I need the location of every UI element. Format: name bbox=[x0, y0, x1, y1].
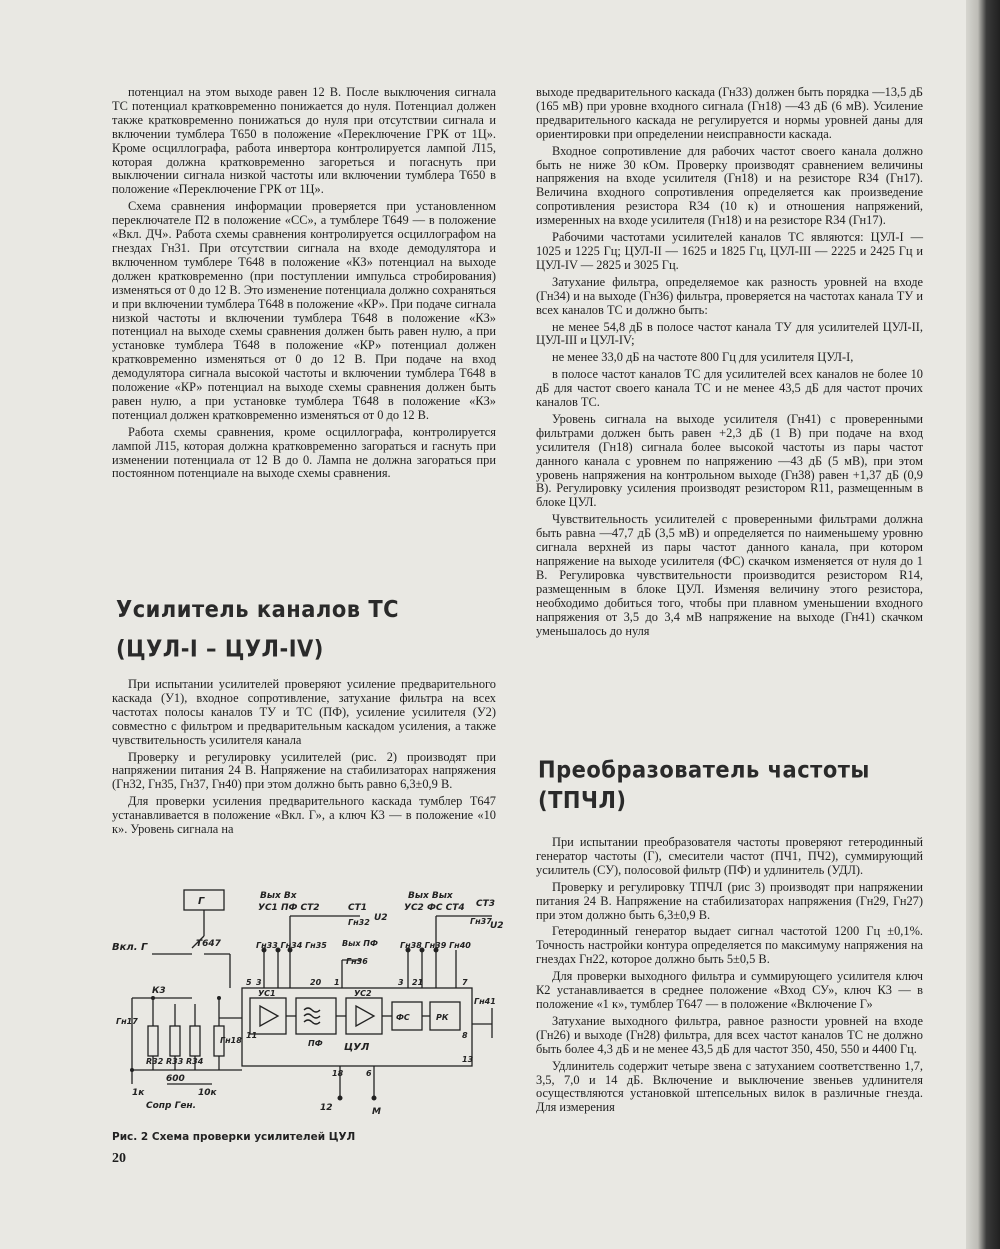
pin-label: 18 bbox=[332, 1069, 344, 1078]
pin-label: 7 bbox=[462, 978, 468, 987]
us2-block bbox=[346, 998, 382, 1034]
r34-label: R34 bbox=[186, 1057, 204, 1066]
section-title-converter: Преобразователь частоты (ТПЧЛ) bbox=[538, 756, 870, 814]
pin-label: 13 bbox=[462, 1055, 474, 1064]
paragraph: Работа схемы сравнения, кроме осциллографа, контролируется лампой Л15, которая должна кратковременно загораться и гаснуть при изменении потенциала от 12 В до 0. Лампа не должна загораться при постоянном потенциале на выходе схемы сравнения. bbox=[112, 424, 496, 481]
pin-label: 5 bbox=[246, 978, 252, 987]
paragraph: потенциал на этом выходе равен 12 В. После выключения сигнала ТС потенциал кратковременно понижается до нуля. Потенциал должен также кратковременно понижаться до нуля при отсутствии сигнала и включении тумблера Т650 в положение «Переключение ГРК от 1Ц». Кроме осциллографа, работа инвертора контролируется лампой Л15, которая должна кратковременно загореться и погаснуть при выключении сигнала низкой частоты или включении тумблера Т650 в положение «Переключение ГРК от 1Ц». bbox=[112, 85, 496, 197]
paragraph: Затухание выходного фильтра, равное разности уровней на входе (Гн26) и выходе (Гн28) фильтра, для всех частот каналов ТС не должно быть более 4,3 дБ и не менее 43,5 дБ для частот 350, 450, 550 и 4400 Гц. bbox=[536, 1013, 923, 1056]
pin-label: 11 bbox=[246, 1031, 258, 1040]
paragraph: Проверку и регулировку ТПЧЛ (рис 3) производят при напряжении питания 24 В. Напряжение на стабилизаторах напряжения (Гн29, Гн27) при этом должно быть 6,3±0,9 В. bbox=[536, 879, 923, 922]
pin-label: 3 bbox=[256, 978, 262, 987]
paragraph: в полосе частот каналов ТС для усилителей всех каналов не более 10 дБ для частот своего канала ТС и не менее 43,5 дБ для частот прочих каналов ТС. bbox=[536, 367, 923, 410]
tsul-label: ЦУЛ bbox=[344, 1042, 370, 1053]
st1-label: СТ1 bbox=[348, 903, 368, 913]
paragraph: Проверку и регулировку усилителей (рис. 2) производят при напряжении питания 24 В. Напряжение на стабилизаторах напряжения (Гн32, Гн35, Гн37, Гн40) при этом должно быть равно 6,3±0,9 В. bbox=[112, 749, 496, 792]
pin-label: 21 bbox=[412, 978, 424, 987]
right-column-lower bbox=[536, 836, 923, 1115]
generator-label: Г bbox=[198, 896, 205, 907]
jacks-label: Гн33 Гн34 Гн35 bbox=[256, 941, 327, 950]
paragraph: выходе предварительного каскада (Гн33) должен быть порядка —13,5 дБ (165 мВ) при уровне входного сигнала (Гн18) —43 дБ (6 мВ). Усиление предварительного каскада не регулируется и нормы уровней даны для ориентировки при определении неисправности каскада. bbox=[536, 85, 923, 141]
pin-label: 1 bbox=[334, 978, 340, 987]
pf-block bbox=[296, 998, 336, 1034]
r33-label: R33 bbox=[166, 1057, 184, 1066]
page-number: 20 bbox=[112, 1151, 126, 1166]
pin-label: 20 bbox=[310, 978, 322, 987]
paragraph: не менее 33,0 дБ на частоте 800 Гц для усилителя ЦУЛ-I, bbox=[552, 350, 854, 365]
scale-10k-label: 10к bbox=[198, 1088, 217, 1098]
t647-label: Т647 bbox=[196, 939, 221, 949]
paragraph: Для проверки усиления предварительного каскада тумблер Т647 устанавливается в положение «Вкл. Г», а ключ К3 — в положение «10 к». Уровень сигнала на bbox=[112, 794, 496, 837]
r32-label: R32 bbox=[146, 1057, 164, 1066]
figure-caption: Рис. 2 Схема проверки усилителей ЦУЛ bbox=[112, 1131, 356, 1143]
pin-label: 3 bbox=[398, 978, 404, 987]
k3-label: К3 bbox=[152, 986, 166, 996]
left-column bbox=[112, 86, 496, 481]
paragraph: Чувствительность усилителей с проверенными фильтрами должна быть равна —47,7 дБ (3,5 мВ) и определяется по наименьшему уровню сигнала верхней из пары частот данного канала, при котором напряжение на выходе усилителя (ФС) скачком изменяется от нуля до 1 В. Регулировка чувствительности производится резистором R14, размещенным в блоке ЦУЛ. Изменяя величину этого резистора, необходимо добиться того, чтобы при плавном уменьшении входного напряжения от 3,5 до 3,4 мВ напряжение на выходе (Гн41) скачком уменьшалось до нуля bbox=[536, 512, 923, 638]
paragraph: Затухание фильтра, определяемое как разность уровней на входе (Гн34) и на выходе (Гн36) фильтра, проверяется на частотах канала ТУ и всех каналов ТС и должно быть: bbox=[536, 274, 923, 317]
section-title-amplifier bbox=[116, 594, 456, 664]
top-labels: УС2 ФС СТ4 bbox=[404, 903, 465, 913]
rk-label: РК bbox=[436, 1013, 449, 1022]
m-label: М bbox=[372, 1107, 381, 1117]
us1-label: УС1 bbox=[258, 989, 276, 998]
st3-label: СТ3 bbox=[476, 899, 496, 909]
left-column-lower bbox=[112, 678, 496, 837]
paragraph: Гетеродинный генератор выдает сигнал частотой 1200 Гц ±0,1%. Точность настройки контура определяется по максимуму напряжения на гнездах Гн22, которое должно быть 5±0,5 В. bbox=[536, 924, 923, 967]
top-labels: Вых Вх bbox=[260, 891, 297, 901]
sopr-gen-label: Сопр Ген. bbox=[146, 1101, 197, 1111]
pf-label: ПФ bbox=[308, 1039, 323, 1048]
paragraph: Входное сопротивление для рабочих частот своего канала должно быть не ниже 30 кОм. Проверку производят сравнением величины напряжения на входе усилителя (Гн18) и на резисторе R34 (Гн17). Величина входного сопротивления определяется как произведение сопротивления резистора R34 (10 к) и отношения напряжений, измеренных на входе усилителя (Гн18) и на резисторе R34 (Гн17). bbox=[536, 143, 923, 228]
jacks-label: Гн38 Гн39 Гн40 bbox=[400, 941, 471, 950]
section-title-line: Усилитель каналов ТС bbox=[116, 596, 400, 623]
section-title-line: (ЦУЛ-I – ЦУЛ-IV) bbox=[116, 635, 324, 662]
gn17-label: Гн17 bbox=[116, 1017, 138, 1026]
top-labels: Вых Вых bbox=[408, 891, 453, 901]
paragraph: Удлинитель содержит четыре звена с затуханием соответственно 1,7, 3,5, 7,0 и 14 дБ. Включение и выключение звеньев удлинителя осуществляются установкой штепсельных вилок в различные гнезда. Для измерения bbox=[536, 1058, 923, 1115]
right-column bbox=[536, 86, 923, 638]
us2-label: УС2 bbox=[354, 989, 372, 998]
paragraph: Рабочими частотами усилителей каналов ТС являются: ЦУЛ-I — 1025 и 1225 Гц; ЦУЛ-II — 1625 и 1825 Гц, ЦУЛ-III — 2225 и 2425 Гц и ЦУЛ-IV — 2825 и 3025 Гц. bbox=[536, 230, 923, 272]
vyh-pf-label: Вых ПФ bbox=[342, 939, 378, 948]
book-spine-shadow bbox=[966, 0, 1000, 1249]
paragraph: Уровень сигнала на выходе усилителя (Гн41) с проверенными фильтрами должен быть равен +2,3 дБ (1 В) при подаче на вход усилителя (Гн18) сигнала более высокой частоты из пары частот данного канала с уровнем по напряжению —43 дБ (5 мВ), при этом уровень напряжения на контрольном выходе (Гн38) равен +1,37 дБ (0,9 В). Регулировку усиления производят резистором R11, размещенным в блоке ЦУЛ. bbox=[536, 411, 923, 510]
paragraph: При испытании преобразователя частоты проверяют гетеродинный генератор частоты (Г), смесители частот (ПЧ1, ПЧ2), суммирующий усилитель (СУ), полосовой фильтр (ПФ) и удлинитель (УДЛ). bbox=[536, 835, 923, 877]
u2-label: U2 bbox=[374, 913, 388, 923]
fs-label: ФС bbox=[396, 1013, 410, 1022]
gn18-label: Гн18 bbox=[220, 1036, 242, 1045]
top-labels: УС1 ПФ СТ2 bbox=[258, 903, 320, 913]
scale-1k-label: 1к bbox=[132, 1088, 145, 1098]
paragraph: При испытании усилителей проверяют усиление предварительного каскада (У1), входное сопротивление, затухание фильтра на всех частотах полосы каналов ТУ и ТС (ПФ), усиление усилителя (У2) совместно с фильтром и предварительным каскадом усиления, а также чувствительность усилителя канала bbox=[112, 677, 496, 747]
paragraph: Схема сравнения информации проверяется при установленном переключателе П2 в положение «СС», а тумблере Т649 — в положение «Вкл. ДЧ». Работа схемы сравнения контролируется осциллографом на гнездах Гн31. При отсутствии сигнала на входе демодулятора и включенном тумблере Т648 в положение «КЗ» потенциал на выходе должен кратковременно (при поступлении импульса стробирования) изменяться от 0 до 12 В. Это изменение потенциала должно сохраняться и при включении тумблера Т648 в положение «КР». При подаче сигнала низкой частоты и включении тумблера Т648 в положение «КЗ» потенциал на выходе схемы сравнения должен быть равен нулю, а при установке тумблера Т648 в положение «КР» потенциал должен кратковременно изменяться от 0 до 12 В. При подаче на вход демодулятора сигнала высокой частоты и включении тумблера Т648 в положение «КР» потенциал на выходе схемы сравнения должен быть равен нулю, а при установке тумблера Т648 в положение «КЗ» потенциал должен кратковременно изменяться от 0 до 12 В. bbox=[112, 199, 496, 422]
circuit-diagram bbox=[112, 888, 504, 1126]
gn37-label: Гн37 bbox=[470, 917, 492, 926]
scale-600-label: 600 bbox=[166, 1074, 185, 1084]
pin-label: 8 bbox=[462, 1031, 468, 1040]
gn41-label: Гн41 bbox=[474, 997, 496, 1006]
switch-label: Вкл. Г bbox=[112, 942, 148, 953]
paragraph: Для проверки выходного фильтра и суммирующего усилителя ключ К2 устанавливается в среднее положение «Вход СУ», ключ К3 — в положение «1 к», тумблер Т647 — в положение «Включение Г» bbox=[536, 969, 923, 1011]
u2-label: U2 bbox=[490, 921, 504, 931]
tsul-block bbox=[242, 988, 472, 1066]
paragraph: не менее 54,8 дБ в полосе частот канала ТУ для усилителей ЦУЛ-II, ЦУЛ-III и ЦУЛ-IV; bbox=[536, 319, 923, 348]
us1-block bbox=[250, 998, 286, 1034]
gn32-label: Гн32 bbox=[348, 918, 370, 927]
v12-label: 12 bbox=[320, 1103, 333, 1113]
gn36-label: Гн36 bbox=[346, 957, 368, 966]
pin-label: 6 bbox=[366, 1069, 372, 1078]
